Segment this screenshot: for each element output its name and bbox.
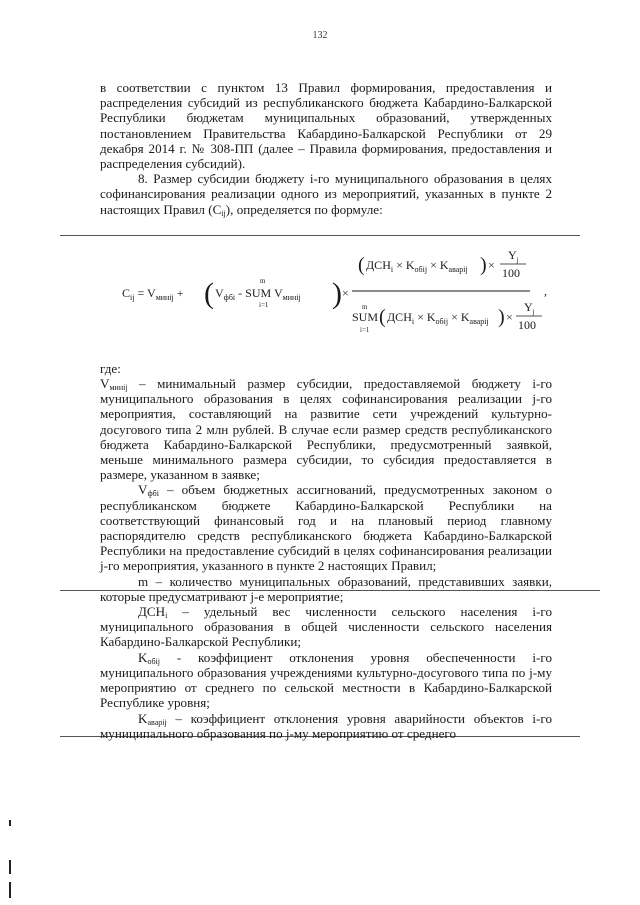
formula-denominator-paren-open: ( xyxy=(379,305,386,328)
page-number: 132 xyxy=(312,30,328,41)
definition-m: m – количество муниципальных образований, представивших заявки, которые предусматривают j-е мероприятие; xyxy=(100,573,552,604)
formula-denominator-y: $Y_j$ xyxy=(524,299,535,316)
margin-mark xyxy=(9,820,11,826)
formula-den-sum: SUM xyxy=(352,309,379,324)
formula-numerator-paren-open: ( xyxy=(358,253,365,276)
formula-den-sum-upper: m xyxy=(362,302,368,311)
formula-times: × xyxy=(342,285,349,300)
where-label: где: xyxy=(100,360,121,376)
formula-denominator-100: 100 xyxy=(518,317,536,332)
formula-numerator-100: 100 xyxy=(502,265,520,280)
paragraph-subsidy-size: 8. Размер субсидии бюджету i-го муниципального образования в целях софинансирования реализации одного из мероприятий, указанных в пункте 2 настоящих Правил $(C_{ij})$, определяется по формуле: xyxy=(100,171,552,218)
formula-den-sum-lower: i=1 xyxy=(360,325,370,334)
formula-vfb: $V_{фбi}$ - SUM $V_{минij}$ xyxy=(215,285,301,302)
formula-sum-lower: i=1 xyxy=(259,300,269,309)
margin-mark xyxy=(9,882,11,898)
formula-numerator-y: $Y_j$ xyxy=(508,247,519,264)
formula-comma: , xyxy=(544,283,547,298)
formula-numerator: $ДСН_i \times K_{обij} \times K_{аварij}$ xyxy=(366,257,468,274)
formula-paren-open: ( xyxy=(204,276,214,310)
margin-mark xyxy=(9,860,11,874)
formula-denominator-times: × xyxy=(506,309,513,324)
formula-numerator-times: × xyxy=(488,257,495,272)
definition-dsn: $ДСН_i$ – удельный вес численности сельского населения i-го муниципального образования в общей численности сельского населения Кабардино-Балкарской Республики; xyxy=(100,604,552,650)
document-body xyxy=(100,80,552,741)
definition-v-fb: $V_{фбi}$ – объем бюджетных ассигнований, предусмотренных законом о республиканском бюджете Кабардино-Балкарской Республики на соответствующий финансовый год и на плановый период главному распорядителю средств республиканского бюджета Кабардино-Балкарской Республики на предоставление субсидий в целях софинансирования реализации j-го мероприятия, указанного в пункте 2 настоящих Правил; xyxy=(100,482,552,574)
definition-k-avar: $K_{аварij}$ – коэффициент отклонения уровня аварийности объектов i-го муниципального образования по j-му мероприятию от среднего xyxy=(100,710,552,741)
formula-paren-close: ) xyxy=(332,276,342,310)
definition-k-ob: $K_{обij}$ - коэффициент отклонения уровня обеспеченности i-го муниципального образования учреждениями культурно-досугового типа по j-му мероприятию от среднего по сельской местности в Кабардино-Балкарской Республике уровня; xyxy=(100,649,552,711)
formula-denominator-paren-close: ) xyxy=(498,305,505,328)
paragraph-intro: в соответствии с пунктом 13 Правил формирования, предоставления и распределения субсидий из республиканского бюджета Кабардино-Балкарской Республики бюджетам муниципальных образований, утвержденных постановлением Правительства Кабардино-Балкарской Республики от 29 декабря 2014 г. № 308-ПП (далее – Правила формирования, предоставления и распределения субсидий). xyxy=(100,80,552,172)
formula-numerator-paren-close: ) xyxy=(480,253,487,276)
formula-sum-upper: m xyxy=(260,276,266,285)
formula-denominator: $ДСН_i \times K_{обij} \times K_{аварij}$ xyxy=(387,309,489,326)
formula-lhs: $C_{ij} = V_{минij}$ + xyxy=(122,285,184,302)
subsidy-formula xyxy=(100,235,552,347)
definition-v-min: $V_{минij}$ – минимальный размер субсидии, предоставляемой бюджету i-го муниципального образования в целях софинансирования реализации j-го мероприятия, составляющий на развитие сети учреждений культурно-досугового типа 2 млн рублей. В случае если размер средств республиканского бюджета Кабардино-Балкарской Республики, предусмотренный заявкой, меньше минимального размера субсидии, то субсидия предоставляется в размере, указанном в заявке; xyxy=(100,376,552,483)
